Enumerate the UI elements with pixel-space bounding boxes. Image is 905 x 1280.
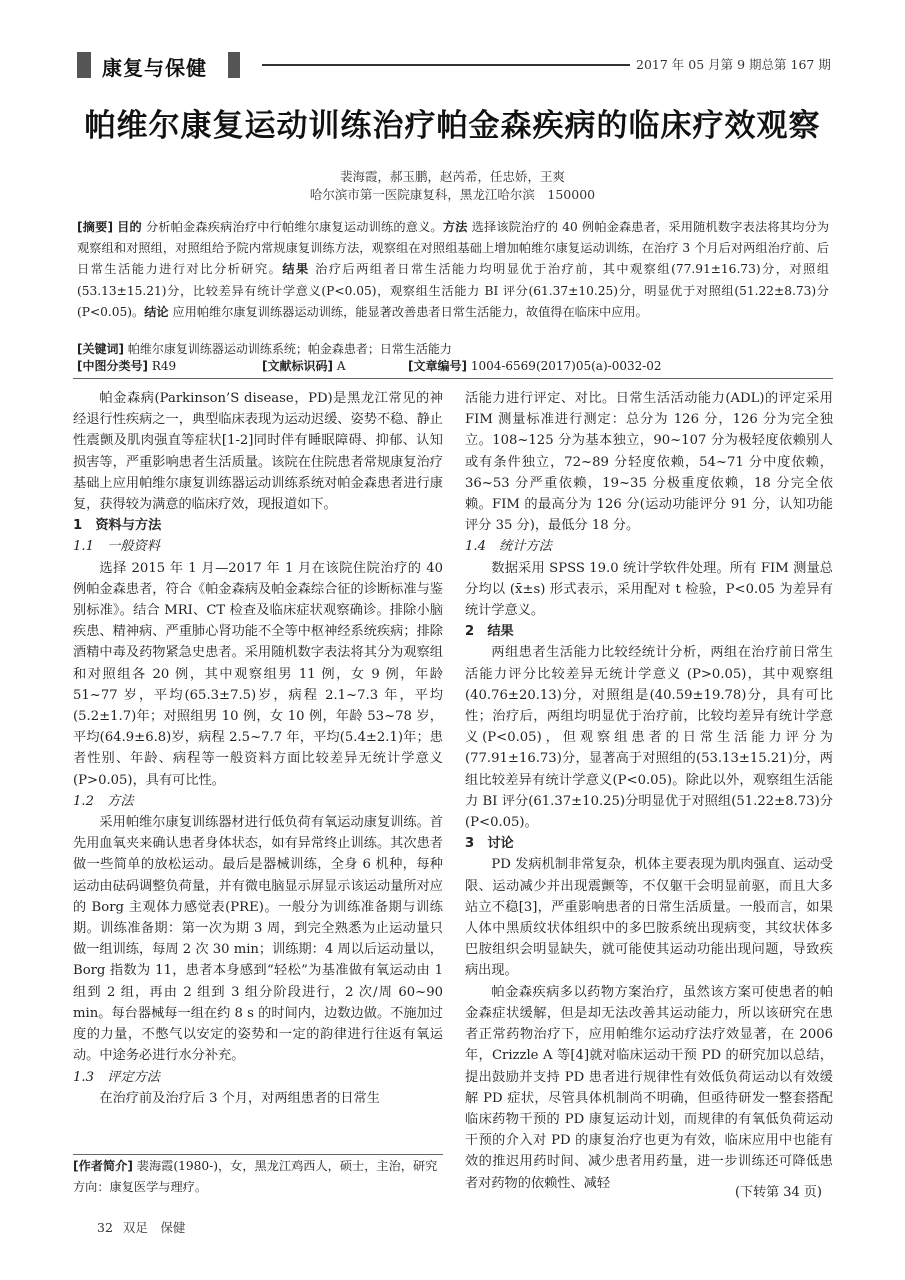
paragraph: 数据采用 SPSS 19.0 统计学软件处理。所有 FIM 测量总分均以 (x̄±s) 形式表示，采用配对 t 检验，P<0.05 为差异有统计学意义。 xyxy=(465,560,833,619)
purpose-text: 分析帕金森疾病治疗中行帕维尔康复运动训练的意义。 xyxy=(145,220,443,234)
paragraph: 在治疗前及治疗后 3 个月，对两组患者的日常生 xyxy=(99,1090,380,1106)
paragraph: PD 发病机制非常复杂，机体主要表现为肌肉强直、运动受限、运动减少并出现震颤等，不仅躯干会明显前驱，而且大多站立不稳[3]，严重影响患者的日常生活质量。一般而言，如果人体中黑质纹状体组织中的多巴胺系统出现病变，其纹状体多巴胺组织会明显缺失，就可能使其运动功能出现问题，导致疾病出现。 xyxy=(465,857,833,979)
article-title: 帕维尔康复运动训练治疗帕金森疾病的临床疗效观察 xyxy=(84,108,821,144)
subsection-heading: 1.4 统计方法 xyxy=(465,539,552,555)
section-heading: 2 结果 xyxy=(465,624,514,640)
keywords xyxy=(77,340,829,357)
footnote-rule xyxy=(73,1154,443,1155)
footnote-label: [作者简介] xyxy=(73,1159,133,1173)
journal-name: 双足 保健 xyxy=(122,1220,186,1235)
doc-value: A xyxy=(336,359,346,373)
article-number xyxy=(408,357,662,374)
page-number: 32 xyxy=(97,1220,113,1235)
subsection-heading: 1.1 一般资料 xyxy=(73,539,160,555)
doc-code xyxy=(262,357,345,374)
doc-label: [文献标识码] xyxy=(262,359,333,373)
keywords-text: 帕维尔康复训练器运动训练系统；帕金森患者；日常生活能力 xyxy=(127,342,452,356)
author-footnote xyxy=(73,1156,443,1198)
paragraph: 帕金森疾病多以药物方案治疗，虽然该方案可使患者的帕金森症状缓解，但是却无法改善其运动能力，所以该研究在患者正常药物治疗下，应用帕维尔运动疗法疗效显著，在 2006 年，Crizzle A 等[4]就对临床运动干预 PD 的研究加以总结，提出鼓励并支持 PD 患者进行规律性有效低负荷运动以有效缓解 PD 症状，尽管具体机制尚不明确，但亟待研发一整套搭配临床药物干预的 PD 康复运动计划，而规律的有氧低负荷运动干预的介入对 PD 的康复治疗也更为有效，临床应用中也能有效的推迟用药时间、减少患者用药量，进一步训练还可降低患者对药物的依赖性、减轻 xyxy=(465,984,833,1191)
authors: 裴海霞，郝玉鹏，赵芮希，任忠娇，王爽 xyxy=(339,169,565,184)
section-marker-left xyxy=(77,52,91,78)
page-footer xyxy=(97,1218,185,1236)
right-column xyxy=(465,388,833,1194)
purpose-label: 目的 xyxy=(117,220,142,234)
paragraph: 采用帕维尔康复训练器材进行低负荷有氧运动康复训练。首先用血氧夹来确认患者身体状态，如有异常终止训练。其次患者做一些简单的放松运动。最后是器械训练，全身 6 机种，每种运动由砝码调整负荷量，并有微电脑显示屏显示该运动量所对应的 Borg 主观体力感觉表(PRE)。一般分为训练准备期与训练期。训练准备期：第一次为期 3 周，到完全熟悉为止运动量只做一组训练，每周 2 次 30 min；训练期：4 周以后运动量以，Borg 指数为 11，患者本身感到“轻松”为基准做有氧运动由 1 组到 2 组，再由 2 组到 3 组分阶段进行，2 次/周 60~90 min。每台器械每一组在约 8 s 的时间内，边数边做。不施加过度的力量，不憋气以安定的姿势和一定的韵律进行往返有氧运动。中途务必进行水分补充。 xyxy=(73,815,443,1064)
paragraph: 帕金森病(Parkinson’S disease，PD)是黑龙江常见的神经退行性疾病之一，典型临床表现为运动迟缓、姿势不稳、静止性震颤及肌肉强直等症状[1-2]同时伴有睡眠障碍、抑郁、认知损害等，严重影响患者生活质量。该院在住院患者常规康复治疗基础上应用帕维尔康复训练器运动训练系统对帕金森患者进行康复，获得较为满意的临床疗效，现报道如下。 xyxy=(73,391,443,513)
paragraph: 选择 2015 年 1 月—2017 年 1 月在该院住院治疗的 40 例帕金森患者，符合《帕金森病及帕金森综合征的诊断标准与鉴别标准》。结合 MRI、CT 检查及临床症状观察确诊。排除小脑疾患、精神病、严重肺心肾功能不全等中枢神经系统疾病；排除酒精中毒及药物紧急史患者。采用随机数字表法将其分为观察组和对照组各 20 例，其中观察组男 11 例，女 9 例，年龄 51~77 岁，平均(65.3±7.5)岁，病程 2.1~7.3 年，平均(5.2±1.7)年；对照组男 10 例，女 10 例，年龄 53~78 岁，平均(64.9±6.8)岁，病程 2.5~7.7 年，平均(5.4±2.1)年；患者性别、年龄、病程等一般资料方面比较差异无统计学意义(P>0.05)，具有可比性。 xyxy=(73,560,443,788)
subsection-heading: 1.2 方法 xyxy=(73,793,134,809)
abstract-rule xyxy=(73,378,833,379)
continued-note: (下转第 34 页) xyxy=(735,1185,822,1200)
section-marker-right xyxy=(228,52,240,78)
abstract-label: [摘要] xyxy=(77,220,114,234)
method-text: 选择该院治疗的 40 例帕金森患者，采用随机数字表法将其均分为观察组和对照组，对照组给予院内常规康复训练方法，观察组在对照组基础上增加帕维尔康复运动训练，在治疗 3 个月后对两组治疗前、后日常生活能力进行对比分析研究。 xyxy=(77,220,830,277)
article-value: 1004-6569(2017)05(a)-0032-02 xyxy=(470,359,662,373)
affiliation: 哈尔滨市第一医院康复科，黑龙江哈尔滨 150000 xyxy=(309,187,596,202)
article-label: [文章编号] xyxy=(408,359,467,373)
paragraph: 两组患者生活能力比较经统计分析，两组在治疗前日常生活能力评分比较差异无统计学意义 (P>0.05)，其中观察组(40.76±20.13)分，对照组是(40.59±19.78)分，具有可比性；治疗后，两组均明显优于治疗前，比较均差异有统计学意义(P<0.05)，但观察组患者的日常生活能力评分为(77.91±16.73)分，显著高于对照组的(53.13±15.21)分，两组比较差异有统计学意义(P<0.05)。除此以外，观察组生活能力 BI 评分(61.37±10.25)分明显优于对照组(51.22±8.73)分(P<0.05)。 xyxy=(465,645,833,831)
clc-number xyxy=(77,357,176,374)
section-heading: 1 资料与方法 xyxy=(73,518,162,534)
keywords-label: [关键词] xyxy=(77,342,124,356)
method-label: 方法 xyxy=(442,220,468,234)
result-label: 结果 xyxy=(282,262,310,277)
section-heading: 3 讨论 xyxy=(465,836,514,852)
clc-label: [中图分类号] xyxy=(77,359,148,373)
result-text: 治疗后两组者日常生活能力均明显优于治疗前，其中观察组(77.91±16.73)分，对照组(53.13±15.21)分，比较差异有统计学意义(P<0.05)，观察组生活能力 BI 评分(61.37±10.25)分，明显优于对照组(51.22±8.73)分(P<0.05)。 xyxy=(77,262,830,319)
left-column xyxy=(73,388,443,1109)
conclusion-label: 结论 xyxy=(144,304,169,319)
issue-info: 2017 年 05 月第 9 期总第 167 期 xyxy=(636,57,831,72)
footnote-text: 裴海霞(1980-)，女，黑龙江鸡西人，硕士，主治，研究方向：康复医学与理疗。 xyxy=(73,1159,438,1194)
clc-value: R49 xyxy=(151,359,177,373)
conclusion-text: 应用帕维尔康复训练器运动训练，能显著改善患者日常生活能力，故值得在临床中应用。 xyxy=(172,304,648,319)
section-name: 康复与保健 xyxy=(102,56,207,80)
abstract xyxy=(77,217,829,323)
paragraph: 活能力进行评定、对比。日常生活活动能力(ADL)的评定采用 FIM 测量标准进行测定：总分为 126 分，126 分为完全独立。108~125 分为基本独立，90~107 分为极轻度依赖别人或有条件独立，72~89 分轻度依赖，54~71 分中度依赖，36~53 分严重依赖，19~35 分极重度依赖，18 分完全依赖。FIM 的最高分为 126 分(运动功能评分 91 分，认知功能评分 35 分)，最低分 18 分。 xyxy=(465,391,833,534)
subsection-heading: 1.3 评定方法 xyxy=(73,1069,160,1085)
header-rule xyxy=(262,64,630,66)
